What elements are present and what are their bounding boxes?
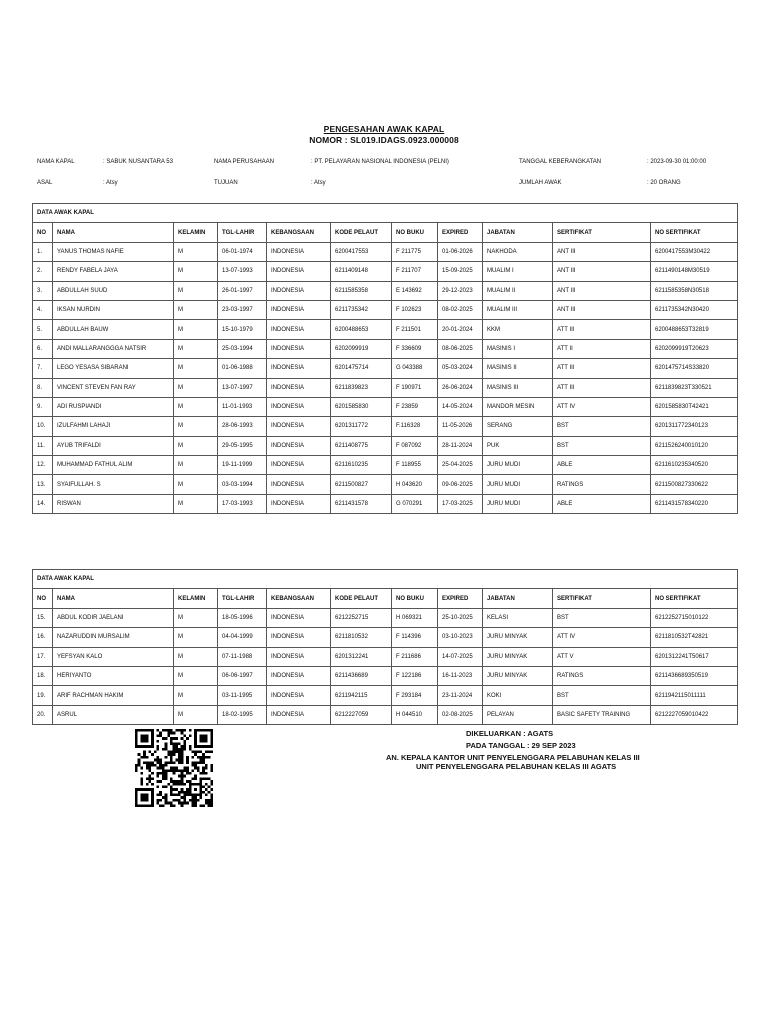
cell-no-buku: G 070291: [392, 494, 438, 513]
cell-kode-pelaut: 6201475714: [331, 359, 392, 378]
cell-nama: VINCENT STEVEN FAN RAY: [53, 378, 174, 397]
cell-no: 20.: [33, 705, 53, 724]
cell-nama: IKSAN NURDIN: [53, 300, 174, 319]
table-caption: DATA AWAK KAPAL: [33, 570, 738, 589]
header-nama: NAMA: [53, 589, 174, 608]
cell-no-sertifikat: 6211436689350519: [651, 666, 738, 685]
cell-kode-pelaut: 6211810532: [331, 628, 392, 647]
qr-code-icon: [134, 729, 214, 807]
cell-no: 18.: [33, 666, 53, 685]
cell-sertifikat: ATT V: [553, 647, 651, 666]
cell-jabatan: MUALIM III: [483, 300, 553, 319]
cell-kelamin: M: [174, 242, 218, 261]
cell-nama: AYUB TRIFALDI: [53, 436, 174, 455]
table-row: [33, 378, 738, 397]
cell-expired: 08-06-2025: [438, 339, 483, 358]
asal-label: ASAL: [37, 180, 53, 186]
cell-no-buku: F 122186: [392, 666, 438, 685]
cell-nama: HERIYANTO: [53, 666, 174, 685]
cell-kode-pelaut: 6200488653: [331, 320, 392, 339]
cell-tgl-lahir: 06-06-1997: [218, 666, 267, 685]
cell-kebangsaan: INDONESIA: [267, 475, 331, 494]
cell-kode-pelaut: 6211942115: [331, 686, 392, 705]
cell-kebangsaan: INDONESIA: [267, 242, 331, 261]
document-number: NOMOR : SL019.IDAGS.0923.000008: [309, 134, 459, 145]
table-row: [33, 494, 738, 513]
cell-kebangsaan: INDONESIA: [267, 666, 331, 685]
cell-tgl-lahir: 18-05-1996: [218, 608, 267, 627]
cell-kode-pelaut: 6211409148: [331, 262, 392, 281]
cell-kode-pelaut: 6211610235: [331, 456, 392, 475]
cell-jabatan: JURU MINYAK: [483, 647, 553, 666]
cell-no: 16.: [33, 628, 53, 647]
cell-kelamin: M: [174, 436, 218, 455]
cell-no: 2.: [33, 262, 53, 281]
cell-kelamin: M: [174, 281, 218, 300]
cell-no-sertifikat: 6201475714S33820: [651, 359, 738, 378]
table-row: [33, 608, 738, 627]
cell-kelamin: M: [174, 378, 218, 397]
header-kelamin: KELAMIN: [174, 223, 218, 242]
cell-expired: 23-11-2024: [438, 686, 483, 705]
table-row: [33, 397, 738, 416]
cell-tgl-lahir: 26-01-1997: [218, 281, 267, 300]
cell-sertifikat: ANT III: [553, 281, 651, 300]
cell-sertifikat: ABLE: [553, 494, 651, 513]
cell-kelamin: M: [174, 397, 218, 416]
header-no-buku: NO BUKU: [392, 223, 438, 242]
cell-no-sertifikat: 6200417553M30422: [651, 242, 738, 261]
cell-kebangsaan: INDONESIA: [267, 436, 331, 455]
cell-expired: 14-07-2025: [438, 647, 483, 666]
header-expired: EXPIRED: [438, 589, 483, 608]
header-no: NO: [33, 589, 53, 608]
cell-tgl-lahir: 03-11-1995: [218, 686, 267, 705]
table-row: [33, 686, 738, 705]
cell-nama: RENDY FABELA JAYA: [53, 262, 174, 281]
cell-kelamin: M: [174, 417, 218, 436]
header-kebangsaan: KEBANGSAAN: [267, 223, 331, 242]
cell-no: 7.: [33, 359, 53, 378]
cell-no: 10.: [33, 417, 53, 436]
header-no-buku: NO BUKU: [392, 589, 438, 608]
cell-sertifikat: ATT IV: [553, 628, 651, 647]
cell-kode-pelaut: 6212227059: [331, 705, 392, 724]
cell-expired: 14-05-2024: [438, 397, 483, 416]
cell-nama: RISWAN: [53, 494, 174, 513]
cell-kebangsaan: INDONESIA: [267, 262, 331, 281]
cell-jabatan: MANDOR MESIN: [483, 397, 553, 416]
cell-tgl-lahir: 11-01-1993: [218, 397, 267, 416]
cell-jabatan: KKM: [483, 320, 553, 339]
cell-jabatan: MUALIM I: [483, 262, 553, 281]
cell-kelamin: M: [174, 608, 218, 627]
cell-jabatan: PELAYAN: [483, 705, 553, 724]
cell-kelamin: M: [174, 300, 218, 319]
header-jabatan: JABATAN: [483, 223, 553, 242]
cell-no-buku: F 211501: [392, 320, 438, 339]
cell-no-sertifikat: 6211526240010120: [651, 436, 738, 455]
cell-jabatan: JURU MINYAK: [483, 628, 553, 647]
cell-no-sertifikat: 6201311772340123: [651, 417, 738, 436]
cell-no-buku: G 043388: [392, 359, 438, 378]
cell-no-sertifikat: 6211735342N30420: [651, 300, 738, 319]
cell-no-sertifikat: 6201312241T50617: [651, 647, 738, 666]
cell-expired: 20-01-2024: [438, 320, 483, 339]
table-caption-row: [33, 570, 738, 589]
cell-jabatan: PUK: [483, 436, 553, 455]
cell-no-buku: F 190971: [392, 378, 438, 397]
cell-nama: MUHAMMAD FATHUL ALIM: [53, 456, 174, 475]
cell-no-buku: F 102623: [392, 300, 438, 319]
cell-kelamin: M: [174, 686, 218, 705]
cell-no-sertifikat: 6202099919T20623: [651, 339, 738, 358]
cell-kode-pelaut: 6211585358: [331, 281, 392, 300]
cell-sertifikat: BST: [553, 417, 651, 436]
cell-expired: 25-04-2025: [438, 456, 483, 475]
cell-tgl-lahir: 28-06-1993: [218, 417, 267, 436]
table-row: [33, 705, 738, 724]
cell-no-buku: F 293184: [392, 686, 438, 705]
header-tgl-lahir: TGL-LAHIR: [218, 589, 267, 608]
cell-no: 13.: [33, 475, 53, 494]
cell-kebangsaan: INDONESIA: [267, 320, 331, 339]
cell-kelamin: M: [174, 666, 218, 685]
cell-sertifikat: RATINGS: [553, 475, 651, 494]
cell-tgl-lahir: 17-03-1993: [218, 494, 267, 513]
cell-sertifikat: RATINGS: [553, 666, 651, 685]
cell-kode-pelaut: 6211735342: [331, 300, 392, 319]
cell-kode-pelaut: 6211839823: [331, 378, 392, 397]
cell-sertifikat: BST: [553, 436, 651, 455]
cell-expired: 05-03-2024: [438, 359, 483, 378]
header-kode-pelaut: KODE PELAUT: [331, 589, 392, 608]
header-no-sertifikat: NO SERTIFIKAT: [651, 223, 738, 242]
cell-expired: 28-11-2024: [438, 436, 483, 455]
cell-no: 6.: [33, 339, 53, 358]
cell-no-buku: H 043620: [392, 475, 438, 494]
cell-expired: 03-10-2023: [438, 628, 483, 647]
cell-no-buku: F 336609: [392, 339, 438, 358]
cell-no: 5.: [33, 320, 53, 339]
cell-kebangsaan: INDONESIA: [267, 705, 331, 724]
table-row: [33, 242, 738, 261]
cell-kebangsaan: INDONESIA: [267, 359, 331, 378]
cell-no-sertifikat: 6201585830T42421: [651, 397, 738, 416]
crew-table-1: [32, 203, 738, 514]
cell-jabatan: JURU MINYAK: [483, 666, 553, 685]
cell-tgl-lahir: 15-10-1979: [218, 320, 267, 339]
cell-kelamin: M: [174, 475, 218, 494]
table-row: [33, 281, 738, 300]
cell-kebangsaan: INDONESIA: [267, 628, 331, 647]
cell-expired: 08-02-2025: [438, 300, 483, 319]
cell-no: 14.: [33, 494, 53, 513]
cell-no-buku: E 143692: [392, 281, 438, 300]
header-tgl-lahir: TGL-LAHIR: [218, 223, 267, 242]
cell-kode-pelaut: 6211431578: [331, 494, 392, 513]
header-kebangsaan: KEBANGSAAN: [267, 589, 331, 608]
cell-kebangsaan: INDONESIA: [267, 397, 331, 416]
cell-no-sertifikat: 6212227059010422: [651, 705, 738, 724]
tujuan-label: TUJUAN: [214, 180, 238, 186]
cell-nama: YANUS THOMAS NAFIE: [53, 242, 174, 261]
cell-kebangsaan: INDONESIA: [267, 608, 331, 627]
cell-kode-pelaut: 6212252715: [331, 608, 392, 627]
cell-nama: ABDULLAH BAUW: [53, 320, 174, 339]
cell-tgl-lahir: 03-03-1994: [218, 475, 267, 494]
cell-nama: SYAIFULLAH. S: [53, 475, 174, 494]
tujuan-value: : Atsy: [311, 180, 326, 186]
cell-expired: 15-09-2025: [438, 262, 483, 281]
cell-kode-pelaut: 6201312241: [331, 647, 392, 666]
cell-no-buku: F 087092: [392, 436, 438, 455]
cell-kebangsaan: INDONESIA: [267, 417, 331, 436]
cell-no-sertifikat: 6212252715010122: [651, 608, 738, 627]
header-jabatan: JABATAN: [483, 589, 553, 608]
cell-no-sertifikat: 6211500827330622: [651, 475, 738, 494]
nama-kapal-label: NAMA KAPAL: [37, 159, 75, 165]
cell-kebangsaan: INDONESIA: [267, 378, 331, 397]
cell-kelamin: M: [174, 320, 218, 339]
cell-jabatan: MASINIS II: [483, 359, 553, 378]
tanggal-value: : 2023-09-30 01:00:00: [647, 159, 707, 165]
cell-kelamin: M: [174, 456, 218, 475]
cell-kebangsaan: INDONESIA: [267, 300, 331, 319]
cell-jabatan: JURU MUDI: [483, 456, 553, 475]
table-row: [33, 417, 738, 436]
cell-no: 4.: [33, 300, 53, 319]
table-row: [33, 320, 738, 339]
table-row: [33, 475, 738, 494]
cell-no: 9.: [33, 397, 53, 416]
cell-no: 1.: [33, 242, 53, 261]
table-header-row: [33, 223, 738, 242]
cell-no-sertifikat: 6200488653T32819: [651, 320, 738, 339]
cell-no-buku: F 211775: [392, 242, 438, 261]
cell-expired: 16-11-2023: [438, 666, 483, 685]
table-caption-row: [33, 204, 738, 223]
cell-kebangsaan: INDONESIA: [267, 339, 331, 358]
cell-nama: ANDI MALLARANGGGA NATSIR: [53, 339, 174, 358]
cell-jabatan: JURU MUDI: [483, 475, 553, 494]
cell-kebangsaan: INDONESIA: [267, 647, 331, 666]
cell-no-buku: H 044510: [392, 705, 438, 724]
cell-no: 15.: [33, 608, 53, 627]
cell-kebangsaan: INDONESIA: [267, 281, 331, 300]
cell-jabatan: JURU MUDI: [483, 494, 553, 513]
nama-kapal-value: : SABUK NUSANTARA 53: [103, 159, 173, 165]
perusahaan-label: NAMA PERUSAHAAN: [214, 159, 275, 165]
cell-no-buku: F 114396: [392, 628, 438, 647]
cell-kelamin: M: [174, 339, 218, 358]
document-title: PENGESAHAN AWAK KAPAL: [323, 124, 445, 134]
cell-kode-pelaut: 6201585830: [331, 397, 392, 416]
cell-tgl-lahir: 18-02-1995: [218, 705, 267, 724]
cell-tgl-lahir: 06-01-1974: [218, 242, 267, 261]
cell-sertifikat: ATT III: [553, 320, 651, 339]
header-kode-pelaut: KODE PELAUT: [331, 223, 392, 242]
cell-no: 3.: [33, 281, 53, 300]
cell-jabatan: KOKI: [483, 686, 553, 705]
cell-tgl-lahir: 01-06-1988: [218, 359, 267, 378]
cell-nama: NAZARUDDIN MURSALIM: [53, 628, 174, 647]
table-row: [33, 262, 738, 281]
table-row: [33, 359, 738, 378]
cell-tgl-lahir: 13-07-1993: [218, 262, 267, 281]
cell-expired: 26-06-2024: [438, 378, 483, 397]
jumlah-value: : 20 ORANG: [647, 180, 681, 186]
issued-at: DIKELUARKAN : AGATS: [466, 729, 554, 738]
perusahaan-value: : PT. PELAYARAN NASIONAL INDONESIA (PELNI): [311, 159, 449, 165]
cell-no-buku: F 211686: [392, 647, 438, 666]
cell-nama: LEGO YESASA SIBARANI: [53, 359, 174, 378]
cell-sertifikat: BST: [553, 608, 651, 627]
cell-jabatan: KELASI: [483, 608, 553, 627]
table-row: [33, 628, 738, 647]
cell-kebangsaan: INDONESIA: [267, 456, 331, 475]
cell-tgl-lahir: 23-03-1997: [218, 300, 267, 319]
cell-expired: 11-05-2026: [438, 417, 483, 436]
cell-kelamin: M: [174, 494, 218, 513]
header-sertifikat: SERTIFIKAT: [553, 223, 651, 242]
issuer-head: AN. KEPALA KANTOR UNIT PENYELENGGARA PELABUHAN KELAS III: [386, 753, 640, 762]
header-no-sertifikat: NO SERTIFIKAT: [651, 589, 738, 608]
cell-kode-pelaut: 6202099919: [331, 339, 392, 358]
header-nama: NAMA: [53, 223, 174, 242]
cell-jabatan: MUALIM II: [483, 281, 553, 300]
cell-tgl-lahir: 25-03-1994: [218, 339, 267, 358]
jumlah-label: JUMLAH AWAK: [519, 180, 562, 186]
cell-kode-pelaut: 6201311772: [331, 417, 392, 436]
cell-nama: ASRUL: [53, 705, 174, 724]
cell-jabatan: MASINIS I: [483, 339, 553, 358]
cell-no: 17.: [33, 647, 53, 666]
cell-no-buku: H 069321: [392, 608, 438, 627]
header-no: NO: [33, 223, 53, 242]
cell-nama: IZULFAHMI LAHAJI: [53, 417, 174, 436]
cell-no-buku: F 23859: [392, 397, 438, 416]
cell-no-sertifikat: 6211839823T330521: [651, 378, 738, 397]
cell-no-sertifikat: 6211490148M30519: [651, 262, 738, 281]
cell-kebangsaan: INDONESIA: [267, 494, 331, 513]
table-caption: DATA AWAK KAPAL: [33, 204, 738, 223]
cell-no: 8.: [33, 378, 53, 397]
cell-kelamin: M: [174, 359, 218, 378]
cell-expired: 09-06-2025: [438, 475, 483, 494]
cell-no: 11.: [33, 436, 53, 455]
cell-no-sertifikat: 6211810532T42821: [651, 628, 738, 647]
cell-kelamin: M: [174, 628, 218, 647]
cell-no-sertifikat: 6211610235340520: [651, 456, 738, 475]
cell-nama: ARIF RACHMAN HAKIM: [53, 686, 174, 705]
cell-kode-pelaut: 6211408775: [331, 436, 392, 455]
cell-expired: 01-06-2026: [438, 242, 483, 261]
cell-no: 19.: [33, 686, 53, 705]
cell-expired: 17-03-2025: [438, 494, 483, 513]
cell-tgl-lahir: 04-04-1999: [218, 628, 267, 647]
cell-expired: 02-08-2025: [438, 705, 483, 724]
asal-value: : Atsy: [103, 180, 118, 186]
cell-no: 12.: [33, 456, 53, 475]
cell-nama: ABDULLAH SUUD: [53, 281, 174, 300]
cell-jabatan: NAKHODA: [483, 242, 553, 261]
table-row: [33, 339, 738, 358]
cell-jabatan: SERANG: [483, 417, 553, 436]
cell-no-sertifikat: 6211585358N30518: [651, 281, 738, 300]
table-row: [33, 456, 738, 475]
cell-kode-pelaut: 6211500827: [331, 475, 392, 494]
cell-no-sertifikat: 6211942115011111: [651, 686, 738, 705]
cell-sertifikat: BASIC SAFETY TRAINING: [553, 705, 651, 724]
crew-table-2: [32, 569, 738, 725]
cell-expired: 25-10-2025: [438, 608, 483, 627]
cell-kelamin: M: [174, 647, 218, 666]
header-sertifikat: SERTIFIKAT: [553, 589, 651, 608]
table-row: [33, 647, 738, 666]
cell-kode-pelaut: 6200417553: [331, 242, 392, 261]
header-kelamin: KELAMIN: [174, 589, 218, 608]
cell-tgl-lahir: 13-07-1997: [218, 378, 267, 397]
cell-tgl-lahir: 07-11-1988: [218, 647, 267, 666]
cell-no-buku: F.116328: [392, 417, 438, 436]
cell-expired: 29-12-2023: [438, 281, 483, 300]
table-row: [33, 666, 738, 685]
cell-kelamin: M: [174, 705, 218, 724]
cell-no-sertifikat: 6211431578340220: [651, 494, 738, 513]
cell-sertifikat: BST: [553, 686, 651, 705]
header-expired: EXPIRED: [438, 223, 483, 242]
table-header-row: [33, 589, 738, 608]
cell-sertifikat: ATT III: [553, 359, 651, 378]
cell-sertifikat: ANT III: [553, 262, 651, 281]
cell-kelamin: M: [174, 262, 218, 281]
cell-nama: ADI RUSPIANDI: [53, 397, 174, 416]
cell-kebangsaan: INDONESIA: [267, 686, 331, 705]
cell-nama: YEFSYAN KALO: [53, 647, 174, 666]
cell-sertifikat: ABLE: [553, 456, 651, 475]
cell-sertifikat: ATT III: [553, 378, 651, 397]
cell-jabatan: MASINIS III: [483, 378, 553, 397]
cell-sertifikat: ATT II: [553, 339, 651, 358]
cell-sertifikat: ATT IV: [553, 397, 651, 416]
table-row: [33, 436, 738, 455]
cell-sertifikat: ANT III: [553, 300, 651, 319]
table-row: [33, 300, 738, 319]
issuer-unit: UNIT PENYELENGGARA PELABUHAN KELAS III AGATS: [416, 762, 617, 771]
cell-sertifikat: ANT III: [553, 242, 651, 261]
cell-nama: ABDUL KODIR JAELANI: [53, 608, 174, 627]
cell-kode-pelaut: 6211436689: [331, 666, 392, 685]
cell-tgl-lahir: 19-11-1999: [218, 456, 267, 475]
tanggal-label: TANGGAL KEBERANGKATAN: [519, 159, 602, 165]
cell-tgl-lahir: 29-05-1995: [218, 436, 267, 455]
cell-no-buku: F 211707: [392, 262, 438, 281]
cell-no-buku: F 118955: [392, 456, 438, 475]
issued-date: PADA TANGGAL : 29 SEP 2023: [466, 741, 576, 750]
